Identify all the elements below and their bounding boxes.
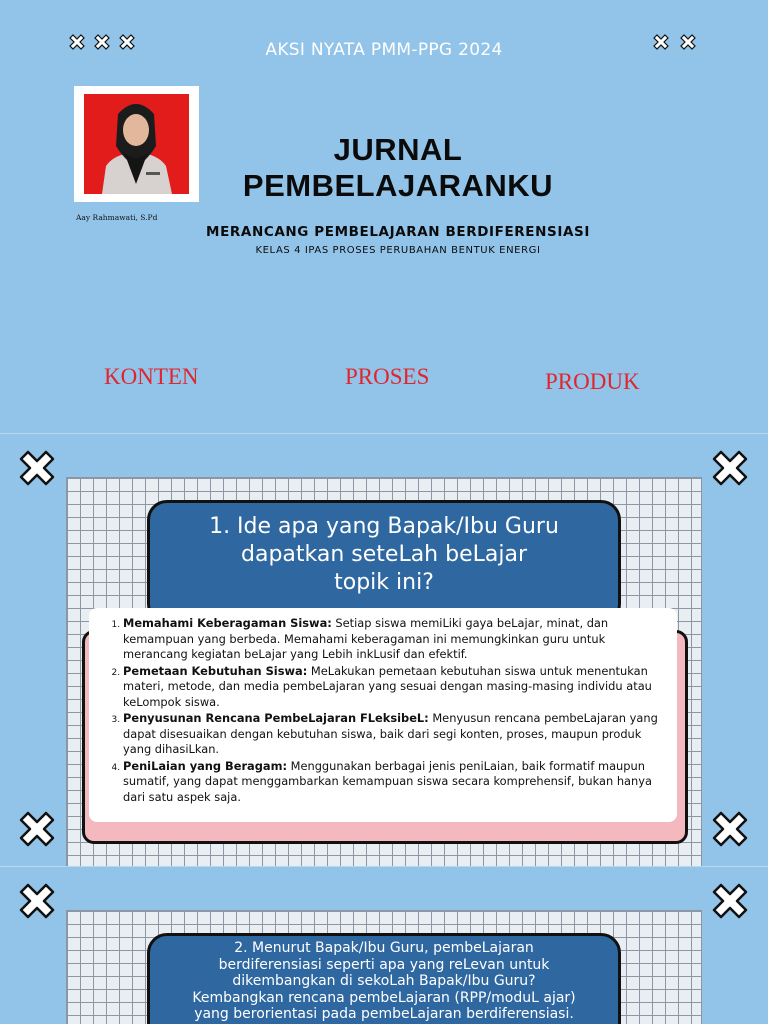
question-1-box <box>147 500 621 624</box>
label-konten: KONTEN <box>104 364 199 389</box>
x-mark-icon <box>17 809 57 849</box>
answer-heading: Penyusunan Rencana PembeLajaran FLeksibeL: <box>123 711 429 725</box>
answer-heading: Memahami Keberagaman Siswa: <box>123 616 332 630</box>
profile-photo <box>84 94 189 194</box>
question-2-line: dikembangkan di sekoLah Bapak/Ibu Guru? <box>232 973 536 989</box>
x-mark-icon <box>17 448 57 488</box>
x-mark-icon <box>710 881 750 921</box>
title-line-2: PEMBELAJARANKU <box>242 168 554 203</box>
answer-list <box>99 616 665 805</box>
answer-text: Menyusun rencana pembeLajaran yang dapat disesuaikan dengan kebutuhan siswa, baik dari segi konten, proses, maupun produk yang dihasiLkan. <box>123 711 658 756</box>
question-1-line: dapatkan seteLah beLajar <box>241 542 527 567</box>
list-item <box>123 664 665 711</box>
question-2-box <box>147 933 621 1024</box>
x-mark-icon <box>710 448 750 488</box>
answer-text: Setiap siswa memiLiki gaya beLajar, minat, dan kemampuan yang berbeda. Memahami keberagaman ini memungkinkan guru untuk merancang kegiatan beLajar yang Lebih inkLusif dan efektif. <box>123 616 609 661</box>
question-2-line: berdiferensiasi seperti apa yang reLevan untuk <box>218 956 550 973</box>
profile-photo-frame <box>74 86 199 202</box>
list-item <box>123 711 665 758</box>
label-produk: PRODUK <box>545 369 640 394</box>
class-topic: KELAS 4 IPAS PROSES PERUBAHAN BENTUK ENERGI <box>255 245 541 256</box>
question-2-line: Kembangkan rencana pembeLajaran (RPP/moduL ajar) <box>192 989 576 1006</box>
x-mark-icon <box>17 881 57 921</box>
title-line-1: JURNAL <box>333 132 463 167</box>
answer-heading: PeniLaian yang Beragam: <box>123 758 288 773</box>
page-title <box>200 132 596 204</box>
answer-text: Menggunakan berbagai jenis peniLaian, baik formatif maupun sumatif, yang dapat menggambarkan kemampuan siswa secara komprehensif, bukan hanya dari satu aspek saja. <box>123 758 652 804</box>
list-item <box>123 616 665 663</box>
question-1-line: 1. Ide apa yang Bapak/Ibu Guru <box>209 514 559 539</box>
author-name: Aay Rahmawati, S.Pd <box>76 213 158 222</box>
answer-text: MeLakukan pemetaan kebutuhan siswa untuk menentukan materi, metode, dan media pembeLajaran yang sesuai dengan masing-masing individu atau keLompok siswa. <box>123 663 652 709</box>
answer-heading: Pemetaan Kebutuhan Siswa: <box>123 663 308 678</box>
x-mark-icon <box>710 809 750 849</box>
answer-1-card <box>89 608 677 822</box>
question-2-section <box>0 866 768 1024</box>
question-1-line: topik ini? <box>334 570 434 595</box>
question-2-line: yang berorientasi pada pembeLajaran berdiferensiasi. <box>194 1006 574 1022</box>
question-1-section <box>0 433 768 866</box>
list-item <box>123 759 665 806</box>
question-2-line: 2. Menurut Bapak/Ibu Guru, pembeLajaran <box>234 940 534 956</box>
subtitle: MERANCANG PEMBELAJARAN BERDIFERENSIASI <box>206 224 590 240</box>
label-proses: PROSES <box>345 364 430 389</box>
header-title: AKSI NYATA PMM-PPG 2024 <box>265 40 503 60</box>
